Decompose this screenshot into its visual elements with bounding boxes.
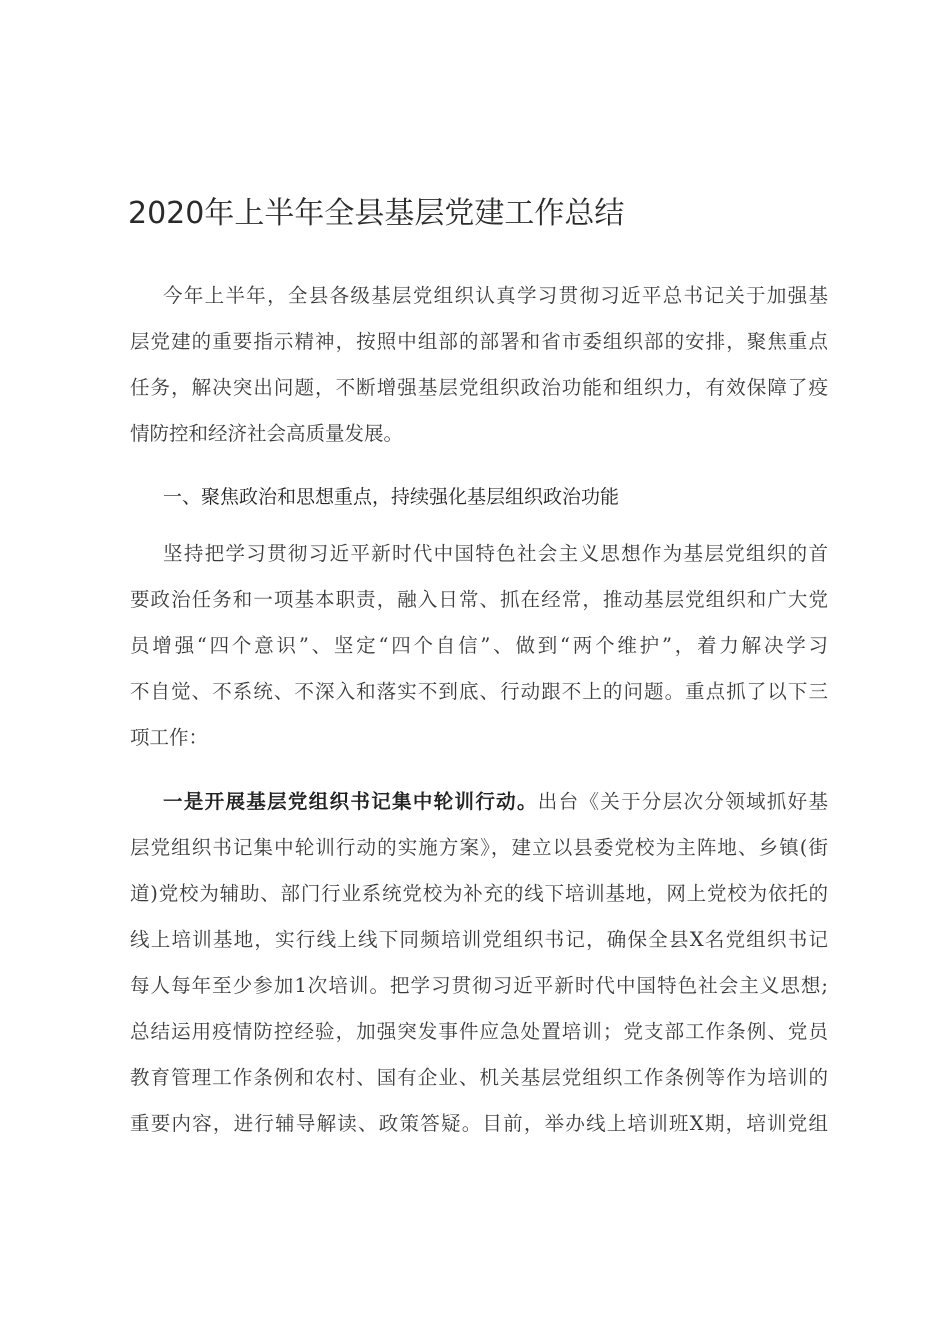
text-line: 情防控和经济社会高质量发展。 xyxy=(130,422,404,445)
text-line: 每人每年至少参加1次培训。把学习贯彻习近平新时代中国特色社会主义思想; xyxy=(130,974,828,997)
text-line: 员增强“四个意识”、坚定“四个自信”、做到“两个维护”，着力解决学习 xyxy=(130,634,828,657)
text-line: 线上培训基地，实行线上线下同频培训党组织书记，确保全县X名党组织书记 xyxy=(130,928,828,951)
text-span: 出台《关于分层次分领域抓好基 xyxy=(537,790,828,813)
text-line: 教育管理工作条例和农村、国有企业、机关基层党组织工作条例等作为培训的 xyxy=(130,1066,828,1089)
text-line: 今年上半年，全县各级基层党组织认真学习贯彻习近平总书记关于加强基 xyxy=(163,284,828,307)
text-line xyxy=(163,788,828,816)
text-line: 任务，解决突出问题，不断增强基层党组织政治功能和组织力，有效保障了疫 xyxy=(130,376,828,399)
text-line: 不自觉、不系统、不深入和落实不到底、行动跟不上的问题。重点抓了以下三 xyxy=(130,680,828,703)
text-line: 重要内容，进行辅导解读、政策答疑。目前，举办线上培训班X期，培训党组 xyxy=(130,1112,828,1135)
text-line: 道)党校为辅助、部门行业系统党校为补充的线下培训基地，网上党校为依托的 xyxy=(130,882,828,905)
text-line: 层党组织书记集中轮训行动的实施方案》，建立以县委党校为主阵地、乡镇(街 xyxy=(130,836,828,859)
text-line: 项工作： xyxy=(130,726,209,749)
text-line: 坚持把学习贯彻习近平新时代中国特色社会主义思想作为基层党组织的首 xyxy=(163,542,828,565)
section-heading: 一、聚焦政治和思想重点，持续强化基层组织政治功能 xyxy=(163,486,620,508)
text-line: 总结运用疫情防控经验，加强突发事件应急处置培训；党支部工作条例、党员 xyxy=(130,1020,828,1043)
text-line: 层党建的重要指示精神，按照中组部的部署和省市委组织部的安排，聚焦重点 xyxy=(130,330,828,353)
bold-lead: 一是开展基层党组织书记集中轮训行动。 xyxy=(163,790,538,813)
text-line: 要政治任务和一项基本职责，融入日常、抓在经常，推动基层党组织和广大党 xyxy=(130,588,828,611)
document-title: 2020年上半年全县基层党建工作总结 xyxy=(128,196,625,231)
